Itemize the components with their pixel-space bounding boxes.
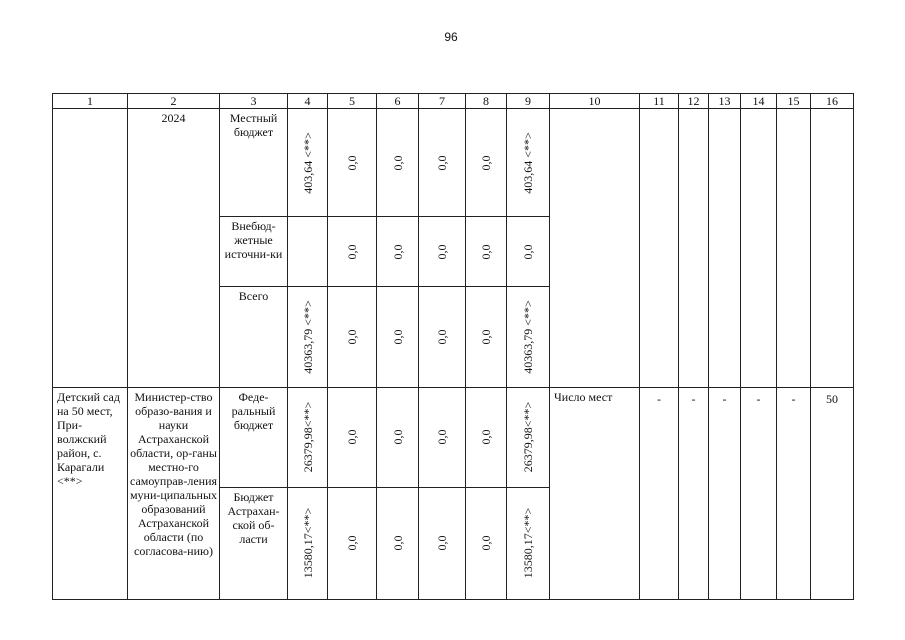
- value-text: 0,0: [435, 244, 449, 260]
- value-cell: [328, 217, 377, 287]
- header-cell: 7: [419, 94, 466, 109]
- header-cell: 13: [709, 94, 741, 109]
- value-text: 0,0: [345, 535, 359, 551]
- value-cell: [377, 217, 419, 287]
- value-text: 403,64 <**>: [521, 131, 535, 194]
- value-text: 0,0: [479, 329, 493, 345]
- column-11-cell: -: [640, 387, 679, 599]
- column-13-cell: -: [709, 387, 741, 599]
- value-text: 40363,79 <**>: [521, 300, 535, 374]
- empty-cell: [741, 109, 777, 388]
- empty-cell: [777, 109, 811, 388]
- value-text: 0,0: [345, 244, 359, 260]
- budget-table-container: [52, 93, 853, 600]
- value-text: 0,0: [345, 329, 359, 345]
- source-cell: Феде-ральный бюджет: [220, 387, 288, 487]
- value-text: 0,0: [479, 244, 493, 260]
- value-text: 0,0: [435, 535, 449, 551]
- value-text: 26379,98<**>: [300, 401, 315, 473]
- value-cell: [377, 109, 419, 217]
- value-cell: [377, 387, 419, 487]
- value-cell: [466, 287, 507, 387]
- value-cell: [507, 387, 550, 487]
- header-cell: 9: [507, 94, 550, 109]
- value-text: 0,0: [345, 429, 359, 445]
- value-cell: [288, 487, 328, 599]
- header-cell: 3: [220, 94, 288, 109]
- value-cell: [507, 487, 550, 599]
- budget-table: [52, 93, 854, 600]
- value-cell: [507, 109, 550, 217]
- value-text: 0,0: [345, 155, 359, 171]
- source-cell: Местный бюджет: [220, 109, 288, 217]
- value-cell: [466, 387, 507, 487]
- source-cell: Всего: [220, 287, 288, 387]
- value-text: 13580,17<**>: [300, 508, 315, 579]
- value-cell: [466, 109, 507, 217]
- value-cell: [377, 487, 419, 599]
- header-cell: 4: [288, 94, 328, 109]
- empty-cell: [709, 109, 741, 388]
- header-cell: 1: [53, 94, 128, 109]
- page-number: 96: [444, 30, 458, 44]
- header-row: [53, 94, 854, 109]
- header-cell: 14: [741, 94, 777, 109]
- header-cell: 12: [679, 94, 709, 109]
- header-cell: 6: [377, 94, 419, 109]
- header-cell: 2: [128, 94, 220, 109]
- value-cell: [288, 109, 328, 217]
- value-cell: [328, 287, 377, 387]
- value-cell: [507, 287, 550, 387]
- value-cell: [419, 487, 466, 599]
- column-14-cell: -: [741, 387, 777, 599]
- column-12-cell: -: [679, 387, 709, 599]
- executor-cell: Министер-ство образо-вания и науки Астраханской области, ор-ганы местно-го самоуправ-ления муни-ципальных образований Астраханской области (по согласова-нию): [128, 387, 220, 599]
- value-cell: [419, 287, 466, 387]
- object-cell-empty: [53, 109, 128, 388]
- table-row: [53, 387, 854, 487]
- value-text: 0,0: [390, 535, 405, 551]
- indicator-cell-empty: [550, 109, 640, 388]
- value-cell: [288, 217, 328, 287]
- value-cell: [328, 109, 377, 217]
- value-text: 0,0: [390, 244, 405, 260]
- value-text: 0,0: [521, 244, 535, 260]
- value-text: 0,0: [390, 429, 405, 445]
- value-cell: [288, 387, 328, 487]
- object-cell: Детский сад на 50 мест, При-волжский район, с. Карагали <**>: [53, 387, 128, 599]
- header-cell: 10: [550, 94, 640, 109]
- column-15-cell: -: [777, 387, 811, 599]
- indicator-cell: Число мест: [550, 387, 640, 599]
- value-text: 0,0: [435, 429, 449, 445]
- value-cell: [377, 287, 419, 387]
- year-cell: 2024: [128, 109, 220, 388]
- value-cell: [507, 217, 550, 287]
- source-cell: Бюджет Астрахан-ской об-ласти: [220, 487, 288, 599]
- value-text: 26379,98<**>: [521, 401, 535, 473]
- column-16-cell: 50: [811, 387, 854, 599]
- header-cell: 15: [777, 94, 811, 109]
- value-text: 0,0: [479, 535, 493, 551]
- value-cell: [328, 387, 377, 487]
- value-text: 0,0: [435, 329, 449, 345]
- value-text: 0,0: [390, 329, 405, 345]
- header-cell: 16: [811, 94, 854, 109]
- value-text: 13580,17<**>: [521, 508, 535, 579]
- header-cell: 5: [328, 94, 377, 109]
- value-text: 403,64 <**>: [300, 131, 315, 194]
- value-cell: [419, 217, 466, 287]
- value-text: 0,0: [479, 155, 493, 171]
- value-text: 0,0: [435, 155, 449, 171]
- source-cell: Внебюд-жетные источни-ки: [220, 217, 288, 287]
- empty-cell: [679, 109, 709, 388]
- table-row: [53, 109, 854, 217]
- empty-cell: [640, 109, 679, 388]
- header-cell: 11: [640, 94, 679, 109]
- value-cell: [419, 387, 466, 487]
- value-text: 0,0: [479, 429, 493, 445]
- value-cell: [466, 217, 507, 287]
- value-cell: [419, 109, 466, 217]
- value-text: 40363,79 <**>: [300, 300, 315, 374]
- value-text: 0,0: [390, 155, 405, 171]
- value-cell: [288, 287, 328, 387]
- value-cell: [328, 487, 377, 599]
- header-cell: 8: [466, 94, 507, 109]
- empty-cell: [811, 109, 854, 388]
- value-cell: [466, 487, 507, 599]
